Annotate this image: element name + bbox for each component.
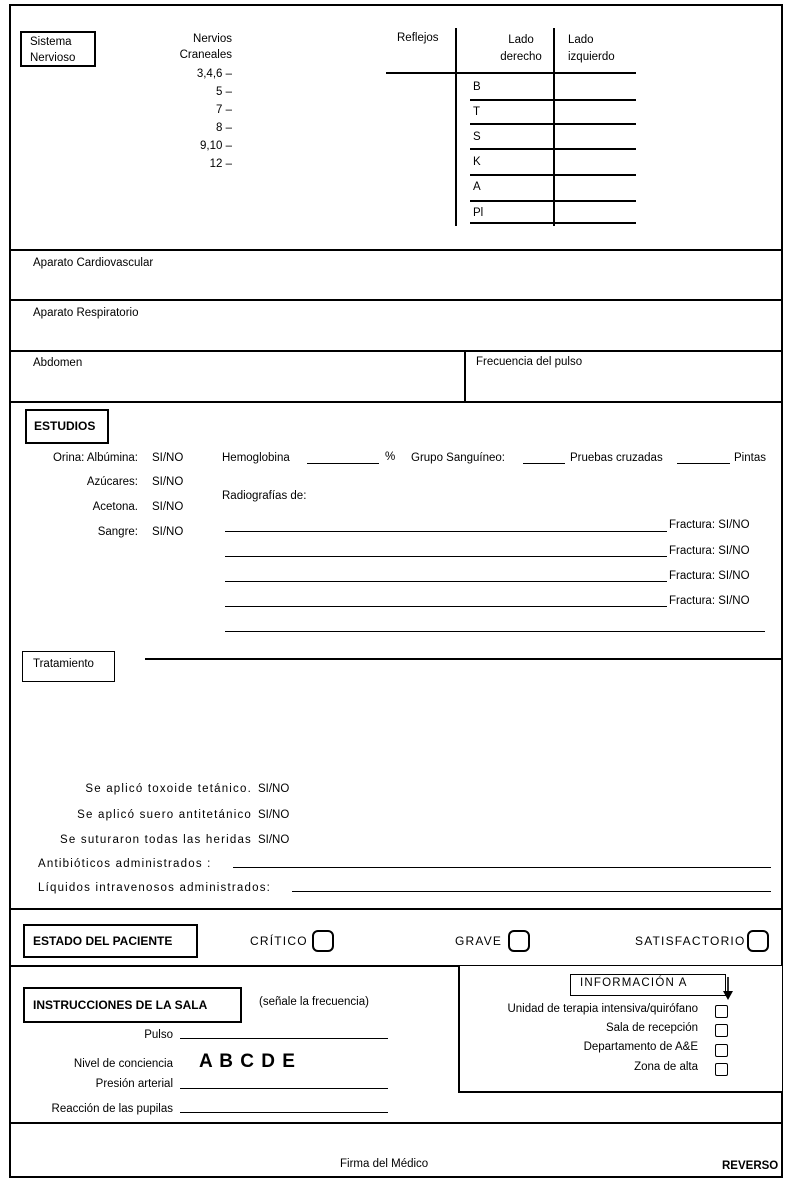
nervios-craneales-label xyxy=(160,31,232,63)
fractura-si-no: SI/NO xyxy=(718,570,750,582)
antibioticos-field[interactable] xyxy=(233,867,771,868)
instrucciones-title: INSTRUCCIONES DE LA SALA xyxy=(23,987,242,1023)
reflex-row-a: A xyxy=(473,181,481,193)
tratamiento-top-line xyxy=(145,658,783,660)
reflex-row-line xyxy=(470,222,636,224)
reflex-row-t: T xyxy=(473,106,481,118)
presion-arterial-label: Presión arterial xyxy=(95,1078,173,1090)
info-option-alta-checkbox[interactable] xyxy=(715,1063,728,1076)
divider-estudios xyxy=(9,401,783,403)
nivel-conciencia-scale[interactable]: A B C D E xyxy=(199,1051,296,1072)
fractura-text: Fractura: xyxy=(669,519,716,531)
sistema-line1: Sistema xyxy=(30,36,72,48)
reflex-row-s: S xyxy=(473,131,481,143)
reflex-row-line xyxy=(470,99,636,101)
fractura-text: Fractura: xyxy=(669,545,716,557)
acetona-label: Acetona. xyxy=(92,501,138,513)
acetona-si-no: SI/NO xyxy=(152,501,184,513)
satisfactorio-checkbox[interactable] xyxy=(747,930,769,952)
reflex-table-vline-mid xyxy=(553,28,555,226)
firma-medico-label: Firma del Médico xyxy=(340,1158,429,1170)
nerve-item: 8 – xyxy=(216,122,232,134)
toxoide-si-no: SI/NO xyxy=(258,783,290,795)
reflex-row-line xyxy=(470,123,636,125)
nerve-item: 3,4,6 – xyxy=(196,68,232,80)
reflex-table-vline-left xyxy=(455,28,457,226)
abdomen-divider xyxy=(464,350,466,402)
sangre-label: Sangre: xyxy=(97,526,138,538)
divider-estado xyxy=(9,908,783,910)
grave-checkbox[interactable] xyxy=(508,930,530,952)
satisfactorio-label: SATISFACTORIO xyxy=(635,934,746,948)
nivel-conciencia-label: Nivel de conciencia xyxy=(73,1058,173,1070)
reflex-row-line xyxy=(470,148,636,150)
hemoglobina-field[interactable] xyxy=(307,463,379,464)
reverso-label: REVERSO xyxy=(722,1160,779,1172)
albumina-si-no: SI/NO xyxy=(152,452,184,464)
liquidos-label: Líquidos intravenosos administrados: xyxy=(38,882,272,894)
nerve-item: 9,10 – xyxy=(200,140,232,152)
abdomen-label: Abdomen xyxy=(33,357,83,369)
lado-derecho-line2: derecho xyxy=(500,51,542,63)
frecuencia-pulso-label: Frecuencia del pulso xyxy=(476,356,583,368)
estudios-title: ESTUDIOS xyxy=(25,409,109,444)
info-option-recepcion-checkbox[interactable] xyxy=(715,1024,728,1037)
presion-arterial-field[interactable] xyxy=(180,1088,388,1089)
sistema-line2: Nervioso xyxy=(30,52,76,64)
azucares-si-no: SI/NO xyxy=(152,476,184,488)
suero-label: Se aplicó suero antitetánico xyxy=(77,809,252,821)
grupo-sanguineo-label: Grupo Sanguíneo: xyxy=(411,452,505,464)
radiografia-line-5[interactable] xyxy=(225,631,765,632)
reflex-row-b: B xyxy=(473,81,481,93)
lado-izquierdo-label xyxy=(568,32,615,66)
reflex-row-line xyxy=(470,200,636,202)
pruebas-cruzadas-label: Pruebas cruzadas xyxy=(570,452,663,464)
reflejos-label: Reflejos xyxy=(397,32,439,44)
orina-albumina-label: Orina: Albúmina: xyxy=(52,452,138,464)
frecuencia-note: (señale la frecuencia) xyxy=(259,996,369,1008)
lado-izquierdo-line1: Lado xyxy=(568,34,594,46)
nerves-list xyxy=(160,65,232,173)
suturaron-label: Se suturaron todas las heridas xyxy=(60,834,252,846)
divider-respiratorio xyxy=(9,299,783,301)
pruebas-cruzadas-field[interactable] xyxy=(677,463,730,464)
fractura-text: Fractura: xyxy=(669,595,716,607)
info-option-alta: Zona de alta xyxy=(634,1061,698,1073)
nervios-line1: Nervios xyxy=(193,33,232,45)
pintas-label: Pintas xyxy=(734,452,766,464)
divider-cardio xyxy=(9,249,783,251)
nerve-item: 12 – xyxy=(209,158,232,170)
radiografia-line-3[interactable] xyxy=(225,581,667,582)
arrow-down-icon xyxy=(721,977,735,1001)
divider-abdomen xyxy=(9,350,783,352)
reflex-table-header-line xyxy=(386,72,636,74)
reaccion-pupilas-label: Reacción de las pupilas xyxy=(51,1103,173,1115)
fractura-si-no: SI/NO xyxy=(718,595,750,607)
suturaron-si-no: SI/NO xyxy=(258,834,290,846)
fractura-label-3 xyxy=(669,570,750,582)
fractura-text: Fractura: xyxy=(669,570,716,582)
fractura-si-no: SI/NO xyxy=(718,545,750,557)
nerve-item: 7 – xyxy=(216,104,232,116)
sangre-si-no: SI/NO xyxy=(152,526,184,538)
reaccion-pupilas-field[interactable] xyxy=(180,1112,388,1113)
info-option-ae: Departamento de A&E xyxy=(583,1041,698,1053)
tratamiento-title: Tratamiento xyxy=(22,651,115,682)
divider-footer xyxy=(9,1122,783,1124)
reflex-row-pl: Pl xyxy=(473,207,484,219)
hemoglobina-label: Hemoglobina xyxy=(222,452,290,464)
liquidos-field[interactable] xyxy=(292,891,771,892)
aparato-cardiovascular-label: Aparato Cardiovascular xyxy=(33,257,154,269)
nerve-item: 5 – xyxy=(216,86,232,98)
percent-label: % xyxy=(385,451,396,463)
info-option-ae-checkbox[interactable] xyxy=(715,1044,728,1057)
info-option-uti: Unidad de terapia intensiva/quirófano xyxy=(507,1003,698,1015)
info-option-uti-checkbox[interactable] xyxy=(715,1005,728,1018)
nervios-line2: Craneales xyxy=(179,49,232,61)
radiografia-line-4[interactable] xyxy=(225,606,667,607)
fractura-label-2 xyxy=(669,545,750,557)
pulso-label: Pulso xyxy=(144,1029,173,1041)
suero-si-no: SI/NO xyxy=(258,809,290,821)
fractura-label-1 xyxy=(669,519,750,531)
fractura-label-4 xyxy=(669,595,750,607)
lado-derecho-label xyxy=(488,32,554,66)
grave-label: GRAVE xyxy=(455,934,503,948)
fractura-si-no: SI/NO xyxy=(718,519,750,531)
antibioticos-label: Antibióticos administrados : xyxy=(38,858,212,870)
reflex-row-line xyxy=(470,174,636,176)
radiografia-line-2[interactable] xyxy=(225,556,667,557)
azucares-label: Azúcares: xyxy=(86,476,138,488)
toxoide-label: Se aplicó toxoide tetánico. xyxy=(85,783,252,795)
critico-checkbox[interactable] xyxy=(312,930,334,952)
radiografias-label: Radiografías de: xyxy=(222,490,307,502)
radiografia-line-1[interactable] xyxy=(225,531,667,532)
info-option-recepcion: Sala de recepción xyxy=(605,1022,698,1034)
informacion-title: INFORMACIÓN A xyxy=(570,974,726,996)
reflex-row-k: K xyxy=(473,156,481,168)
critico-label: CRÍTICO xyxy=(250,934,308,948)
aparato-respiratorio-label: Aparato Respiratorio xyxy=(33,307,139,319)
pulso-field[interactable] xyxy=(180,1038,388,1039)
estado-paciente-title: ESTADO DEL PACIENTE xyxy=(23,924,198,958)
sistema-nervioso-label xyxy=(20,31,96,67)
lado-izquierdo-line2: izquierdo xyxy=(568,51,615,63)
lado-derecho-line1: Lado xyxy=(508,34,534,46)
grupo-sanguineo-field[interactable] xyxy=(523,463,565,464)
